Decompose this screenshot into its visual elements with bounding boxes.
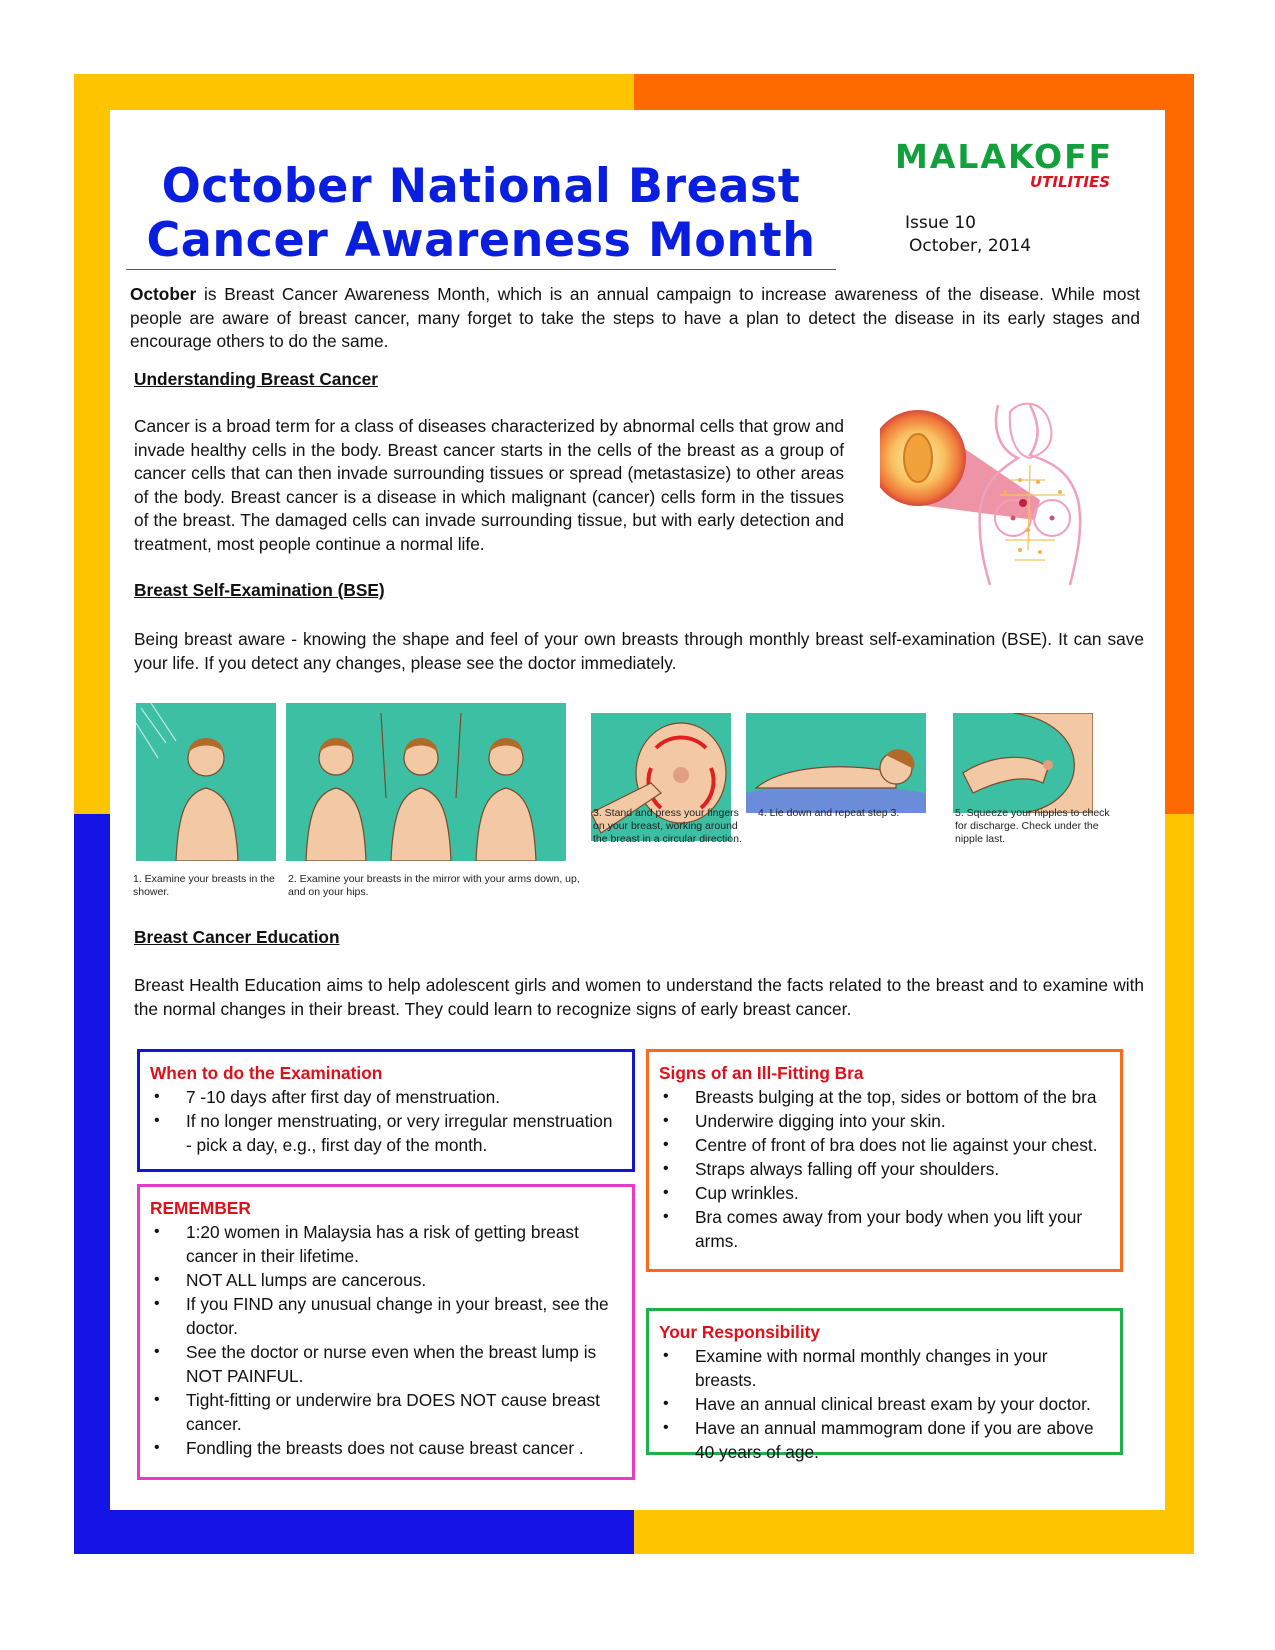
remember-title: REMEMBER (150, 1198, 251, 1218)
bse-step3-caption: 3. Stand and press your fingers on your breast, working around the breast in a circular direction. (593, 807, 742, 845)
intro-paragraph (130, 283, 1140, 354)
section-heading-bse: Breast Self-Examination (BSE) (134, 580, 385, 600)
bse-step4-image (746, 713, 926, 813)
remember-box (137, 1184, 635, 1480)
issue-info (905, 212, 1031, 258)
list-item: • See the doctor or nurse even when the breast lump is NOT PAINFUL. (150, 1340, 618, 1388)
when-examination-title: When to do the Examination (150, 1063, 383, 1083)
list-item: • 1:20 women in Malaysia has a risk of getting breast cancer in their lifetime. (150, 1220, 618, 1268)
issue-date: October, 2014 (909, 236, 1032, 256)
section-heading-understanding: Understanding Breast Cancer (134, 369, 378, 389)
list-item: • Cup wrinkles. (659, 1181, 1106, 1205)
ill-fitting-bra-title: Signs of an Ill-Fitting Bra (659, 1063, 864, 1083)
ill-fitting-bra-list (659, 1085, 1106, 1253)
list-item: • If you FIND any unusual change in your breast, see the doctor. (150, 1292, 618, 1340)
list-item: • Underwire digging into your skin. (659, 1109, 1106, 1133)
breast-anatomy-illustration (880, 400, 1100, 585)
company-logo (895, 137, 1120, 191)
title-line-1: October National Breast (161, 159, 801, 214)
title-divider (126, 269, 836, 270)
logo-subtitle: UTILITIES (1030, 173, 1110, 191)
responsibility-box (646, 1308, 1123, 1462)
when-examination-list (150, 1085, 618, 1157)
bse-step2-image (286, 703, 566, 861)
bse-step5-caption: 5. Squeeze your nipples to check for discharge. Check under the nipple last. (955, 807, 1110, 845)
bse-paragraph: Being breast aware - knowing the shape and feel of your own breasts through monthly breast self-examination (BSE). It can save your life. If you detect any changes, please see the doctor immediately. (134, 629, 1144, 673)
logo-wordmark: MALAKOFF (895, 137, 1114, 176)
title-line-2: Cancer Awareness Month (146, 213, 816, 268)
list-item: • Tight-fitting or underwire bra DOES NOT cause breast cancer. (150, 1388, 618, 1436)
list-item: • Centre of front of bra does not lie against your chest. (659, 1133, 1106, 1157)
intro-lead: October (130, 284, 197, 304)
bse-step4-caption: 4. Lie down and repeat step 3. (758, 807, 900, 819)
education-paragraph: Breast Health Education aims to help adolescent girls and women to understand the facts related to the breast and to examine with the normal changes in their breast. They could learn to recognize signs of early breast cancer. (134, 975, 1144, 1019)
bse-step2-caption: 2. Examine your breasts in the mirror with your arms down, up, and on your hips. (288, 873, 580, 898)
list-item: • Breasts bulging at the top, sides or bottom of the bra (659, 1085, 1106, 1109)
responsibility-title: Your Responsibility (659, 1322, 820, 1342)
bse-step1-caption: 1. Examine your breasts in the shower. (133, 873, 275, 898)
bse-step1-image (136, 703, 276, 861)
ill-fitting-bra-box (646, 1049, 1123, 1272)
list-item: • Have an annual mammogram done if you are above 40 years of age. (659, 1416, 1106, 1464)
list-item: • If no longer menstruating, or very irregular menstruation - pick a day, e.g., first day of the month. (150, 1109, 618, 1157)
list-item: • Have an annual clinical breast exam by your doctor. (659, 1392, 1106, 1416)
list-item: • Examine with normal monthly changes in your breasts. (659, 1344, 1106, 1392)
responsibility-list (659, 1344, 1106, 1464)
understanding-paragraph: Cancer is a broad term for a class of diseases characterized by abnormal cells that grow and invade healthy cells in the body. Breast cancer starts in the cells of the breast as a group of cancer cells that can then invade surrounding tissues or spread (metastasize) to other areas of the body. Breast cancer is a disease in which malignant (cancer) cells form in the tissues of the breast. The damaged cells can invade surrounding tissue, but with early detection and treatment, most people continue a normal life. (134, 416, 844, 554)
when-examination-box (137, 1049, 635, 1172)
list-item: • 7 -10 days after first day of menstruation. (150, 1085, 618, 1109)
issue-number: Issue 10 (905, 213, 976, 233)
list-item: • Bra comes away from your body when you lift your arms. (659, 1205, 1106, 1253)
list-item: • Fondling the breasts does not cause breast cancer . (150, 1436, 618, 1460)
page-title (133, 160, 829, 268)
section-heading-education: Breast Cancer Education (134, 927, 340, 947)
bse-illustration-strip (123, 695, 1153, 915)
list-item: • Straps always falling off your shoulders. (659, 1157, 1106, 1181)
list-item: • NOT ALL lumps are cancerous. (150, 1268, 618, 1292)
intro-text: is Breast Cancer Awareness Month, which is an annual campaign to increase awareness of the disease. While most people are aware of breast cancer, many forget to take the steps to have a plan to detect the disease in its early stages and encourage others to do the same. (130, 284, 1140, 351)
bse-step5-image (953, 713, 1093, 813)
remember-list (150, 1220, 618, 1460)
